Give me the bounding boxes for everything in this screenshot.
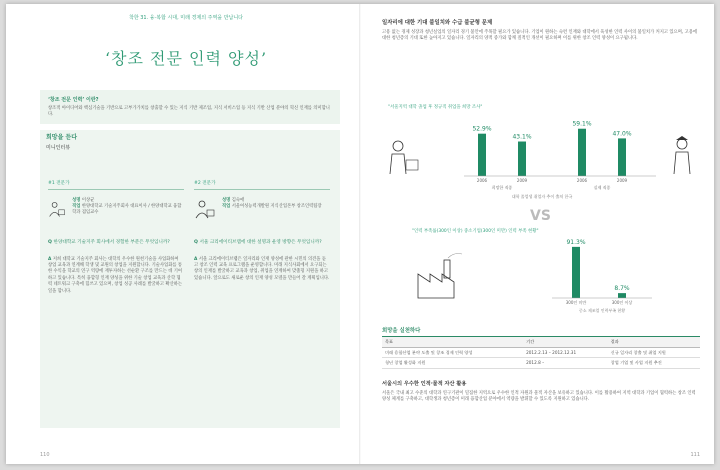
page-title: ‘창조 전문 인력 양성’: [104, 49, 268, 68]
table-row: [382, 358, 700, 368]
definition-text: 창조적 아이디어와 핵심기술을 기반으로 고부가가치를 창출할 수 있는 지식 기반 제조업, 지식 서비스업 등 지식 기반 산업 분야의 혁신 인재를 의미합니다.: [48, 106, 330, 117]
job-label: 직업: [222, 204, 231, 209]
section-assets: [382, 380, 700, 404]
chart-caption: "서울지역 대학 졸업 후 정규직 취업을 희망 조사": [388, 105, 483, 110]
person-illustration-icon: [194, 198, 216, 220]
group-label: 실제 직종: [593, 185, 611, 190]
expert-label: #2 전문가: [194, 180, 330, 190]
interview-heading: 희망을 듣다: [46, 134, 78, 141]
bar-value-label: 43.1%: [512, 133, 532, 141]
interview-panel: [40, 130, 340, 428]
table-cell: 2012.8 –: [523, 358, 608, 368]
group-label: 희망한 직종: [491, 185, 513, 190]
left-page: [6, 4, 360, 464]
bar: [618, 293, 626, 298]
job-label: 직업: [72, 204, 81, 209]
interview-subheading: 미니인터뷰: [46, 145, 71, 151]
table-cell: 미래 융합산업 분야 도출 및 창조 경제 인력 양성: [382, 348, 523, 358]
section-text: 고용 없는 경제 성장과 청년실업의 일자리 경기 불안에 주목할 필요가 있습니다. 기업이 원하는 숙련 인재와 대학에서 육성한 인력 사이의 불일치가 커지고 있으며, 고용에 대한 청년층의 기대 또한 높아지고 있습니다. 일자리의 양적 증가와 함께 질적인 개선이 필요하며 이를 위한 창조 인력 양성이 요구됩니다.: [382, 30, 698, 42]
bar: [578, 129, 586, 176]
table-row: [382, 348, 700, 358]
chart-footnote: 중소 제조업 인력부족 현황: [578, 308, 626, 313]
graduate-illustration-icon: [674, 136, 690, 174]
employment-bar-chart: [382, 104, 700, 204]
interview-question: Q 서울 크리에이티브랩에 대한 설명과 운영 방향은 무엇입니까?: [194, 240, 330, 247]
right-page: [360, 4, 714, 464]
table-header: 목표: [382, 337, 523, 348]
page-number: 110: [40, 452, 50, 458]
table-header: 기간: [523, 337, 608, 348]
section-mismatch: [382, 18, 700, 43]
category-tick-label: 300인 이상: [611, 300, 633, 305]
table-cell: 2012.2.13 – 2012.12.31: [523, 348, 608, 358]
year-tick-label: 2009: [516, 178, 528, 183]
expert-column-1: [48, 180, 184, 295]
interview-question: Q 한양대학교 기술지주 회사에서 경험한 부분은 무엇입니까?: [48, 240, 184, 247]
bar: [478, 134, 486, 176]
student-illustration-icon: [390, 141, 418, 174]
expert-job: 한양대학교 기술지주회사 대표이사 / 한양대학교 융합학과 겸임교수: [72, 204, 182, 215]
bar: [618, 138, 626, 176]
table-cell: 청년 창업 활성화 지원: [382, 358, 523, 368]
table-heading: 희망을 실천하다: [382, 328, 421, 334]
section-heading: 서울시의 우수한 인적·물적 자산 활용: [382, 381, 467, 387]
expert-column-2: [194, 180, 330, 282]
bar-value-label: 59.1%: [572, 120, 592, 128]
section-text: 서울은 국내 최고 수준의 대학과 연구기관이 밀집한 지역으로 우수한 인적 자원과 물적 자산을 보유하고 있습니다. 이를 활용하여 지역 대학과 기업이 협력하는 창조 인력 양성 체계를 구축하고, 대학생과 청년층이 미래 융합산업 분야에서 역량을 발휘할 수 있도록 지원하고 있습니다.: [382, 391, 696, 403]
magazine-spread: [6, 4, 714, 464]
table-cell: 창업 기업 및 사업 지원 추진: [608, 358, 700, 368]
bar-value-label: 8.7%: [614, 285, 630, 293]
workforce-shortage-chart: [382, 226, 700, 316]
vs-label: VS: [530, 208, 551, 224]
bar-value-label: 47.0%: [612, 130, 632, 138]
section-heading: 일자리에 대한 기대 불일치와 수급 불균형 문제: [382, 20, 493, 26]
category-tick-label: 300인 미만: [565, 300, 587, 305]
person-illustration-icon: [48, 198, 66, 220]
plan-table: [382, 336, 700, 369]
expert-label: #1 전문가: [48, 180, 184, 190]
bar-value-label: 52.9%: [472, 125, 492, 133]
name-label: 성명: [222, 198, 231, 203]
table-header: 결과: [608, 337, 700, 348]
kicker-text: 착한 31. 융·복합 시대, 미래 경제의 주역을 만납니다: [128, 15, 244, 21]
expert-name: 김숙애: [231, 198, 245, 203]
year-tick-label: 2009: [616, 178, 628, 183]
bar: [572, 247, 580, 298]
table-cell: 신규 일자리 창출 및 취업 지원: [608, 348, 700, 358]
definition-heading: ‘창조 전문 인력’ 이란?: [48, 97, 99, 103]
interview-answer: A 저희 대학교 기술지주 회사는 대학의 우수한 원천기술을 사업화하여 창업 교육과 연계해 학생 및 교원의 창업을 지원합니다. 기술사업화를 통한 수익을 학교의 연구 역량에 재투자하는 선순환 구조를 만드는 데 기여하고 있습니다. 특히 융합형 인재 양성을 위한 기술 창업 교육과 산학 협력 네트워크 구축에 힘쓰고 있으며, 창업 성공 사례를 발굴하고 확산하는 일을 합니다.: [48, 257, 184, 295]
factory-illustration-icon: [418, 254, 462, 299]
year-tick-label: 2006: [576, 178, 588, 183]
expert-job: 서울여성능력개발원 지식산업본부 창조인력팀장: [231, 204, 322, 209]
interview-answer: A 서울 크리에이티브랩은 일자리와 인재 양성에 관한 시민의 의견을 듣고 창조 인력 교육 프로그램을 운영합니다. 미래 지식사회에서 요구되는 창의 인재를 발굴하고 교육과 창업, 취업을 연계하여 맞춤형 지원을 하고 있습니다. 앞으로도 새로운 창의 인재 양성 모델을 만들어 갈 계획입니다.: [194, 257, 330, 283]
chart-footnote: 대학 졸업생 취업자 추이 출처 한국: [511, 194, 573, 199]
page-number: 111: [690, 452, 700, 458]
definition-box: [40, 90, 340, 124]
expert-name: 이상균: [81, 198, 95, 203]
name-label: 성명: [72, 198, 81, 203]
bar-value-label: 91.3%: [566, 238, 586, 246]
bar: [518, 142, 526, 176]
year-tick-label: 2006: [476, 178, 488, 183]
chart-caption: "인력 부족률(300인 이상) 중소기업(300인 미만) 인력 부족 현황": [412, 229, 539, 234]
